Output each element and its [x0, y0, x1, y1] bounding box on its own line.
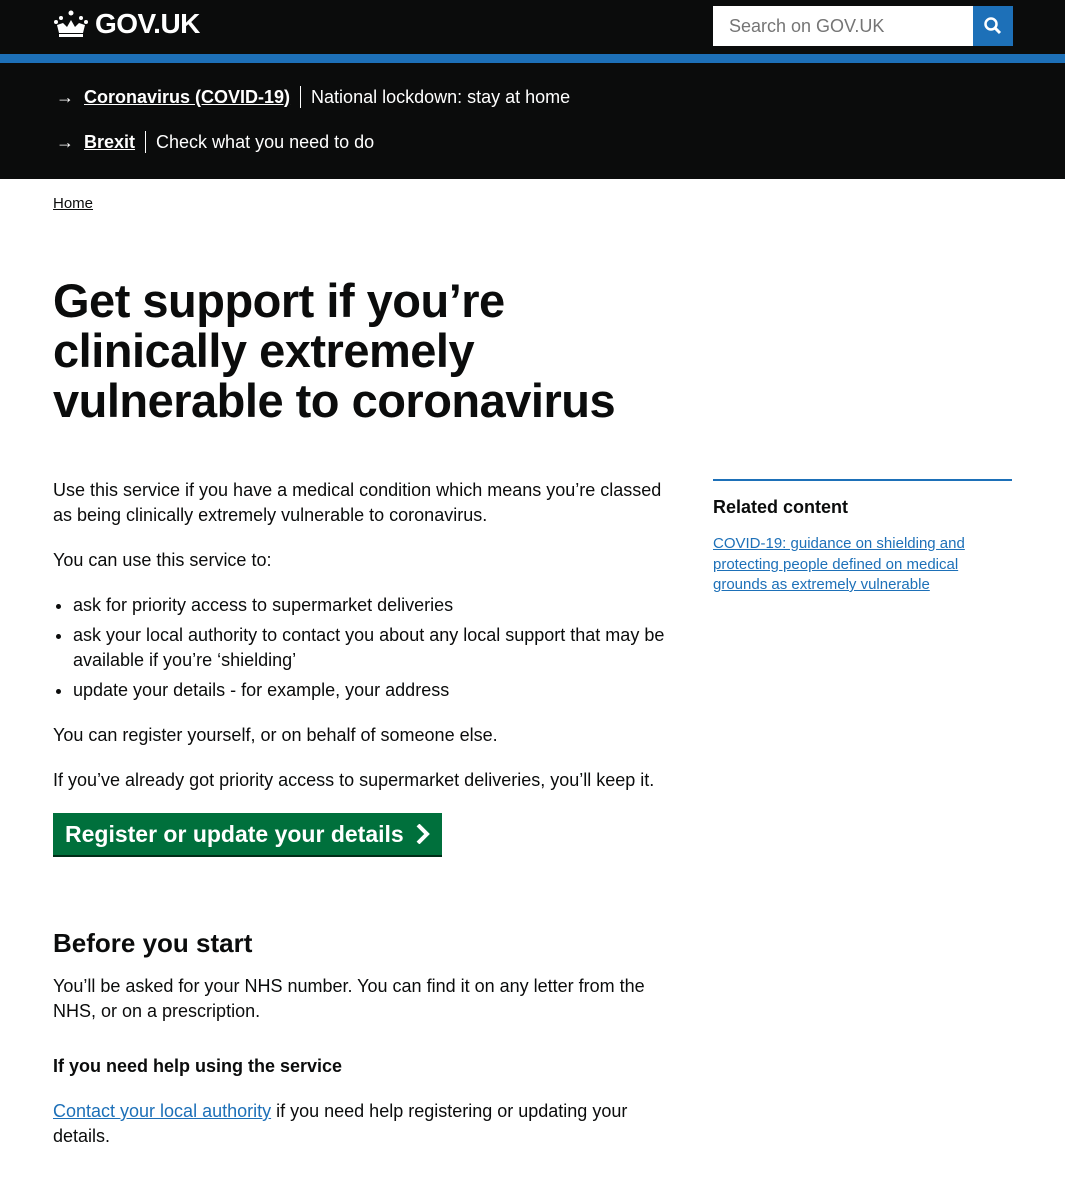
priority-text: If you’ve already got priority access to supermarket deliveries, you’ll keep it. — [53, 770, 655, 790]
search-form — [713, 6, 1013, 46]
use-for-text: You can use this service to: — [53, 550, 272, 570]
main-content — [53, 478, 683, 1169]
emergency-banner — [0, 63, 1065, 179]
banner-text: Check what you need to do — [156, 131, 375, 152]
service-list — [73, 593, 683, 703]
nhs-text: You’ll be asked for your NHS number. You can find it on any letter from the NHS, or on a prescription. — [53, 976, 645, 1021]
intro-text: Use this service if you have a medical condition which means you’re classed as being clinically extremely vulnerable to coronavirus. — [53, 480, 662, 525]
banner-text: National lockdown: stay at home — [311, 86, 571, 107]
site-header — [0, 0, 1065, 54]
related-content-heading: Related content — [713, 497, 849, 517]
list-item: • ask your local authority to contact you about any local support that may be available if you’re ‘shielding’ — [73, 623, 683, 673]
logo-text: GOV.UK — [95, 8, 200, 39]
help-heading: If you need help using the service — [53, 1056, 343, 1076]
list-item: • update your details - for example, your address — [73, 678, 683, 703]
chevron-right-icon — [416, 824, 430, 844]
contact-local-authority-link[interactable]: Contact your local authority — [53, 1101, 272, 1121]
arrow-right-icon: → — [56, 131, 74, 152]
page-title: Get support if you’re clinically extremely vulnerable to coronavirus — [53, 274, 616, 427]
banner-item — [0, 85, 1065, 109]
covid-link[interactable]: Coronavirus (COVID-19) — [84, 86, 291, 107]
help-text-rest: if you need help registering or updating your details. — [53, 1101, 628, 1146]
brexit-link[interactable]: Brexit — [84, 131, 136, 152]
header-blue-bar — [0, 54, 1065, 63]
start-button[interactable] — [53, 813, 442, 855]
arrow-right-icon: → — [56, 86, 74, 107]
register-text: You can register yourself, or on behalf of someone else. — [53, 725, 498, 745]
help-text — [53, 1099, 683, 1149]
search-input[interactable] — [713, 6, 973, 46]
list-item: • ask for priority access to supermarket deliveries — [73, 593, 683, 618]
banner-item — [0, 130, 1065, 154]
search-icon — [983, 16, 1003, 36]
search-button[interactable] — [973, 6, 1013, 46]
before-you-start-heading: Before you start — [53, 928, 253, 958]
breadcrumb-home[interactable]: Home — [53, 195, 94, 212]
crown-icon — [53, 9, 89, 39]
related-content — [713, 479, 1012, 596]
related-link[interactable]: COVID-19: guidance on shielding and protecting people defined on medical grounds as extremely vulnerable — [713, 535, 965, 593]
govuk-logo[interactable] — [53, 8, 200, 40]
start-button-label: Register or update your details — [65, 820, 404, 847]
